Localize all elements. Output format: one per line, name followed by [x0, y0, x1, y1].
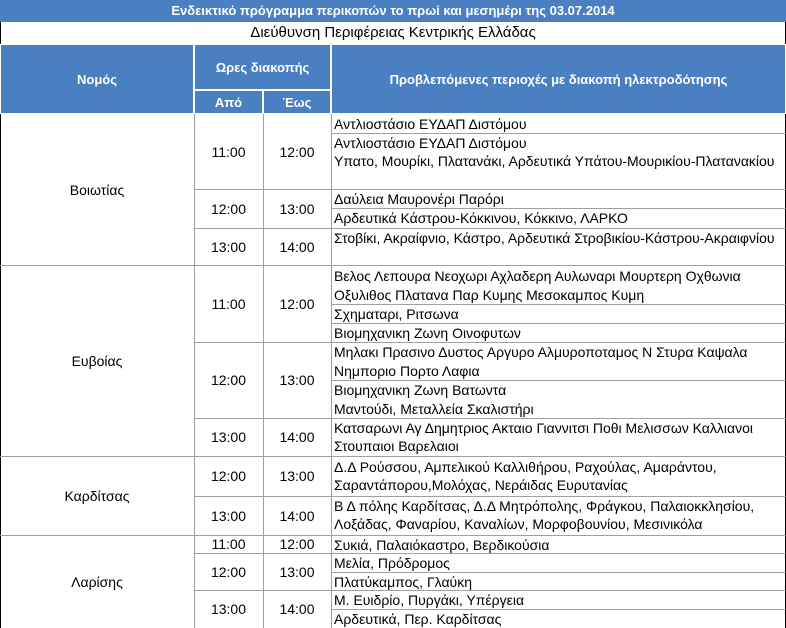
- slot-from: 11:00: [211, 295, 246, 312]
- area-entry: Αρδευτικά Κάστρου-Κόκκινου, Κόκκινο, ΛΑΡΚΟ: [334, 210, 628, 226]
- area-entry: Δαύλεια Μαυρονέρι Παρόρι: [334, 191, 504, 207]
- slot-to: 13:00: [279, 372, 315, 388]
- slot-to: 12:00: [279, 295, 315, 312]
- header-areas: Προβλεπόμενες περιοχές με διακοπή ηλεκτροδότησης: [331, 44, 786, 114]
- table-subtitle: Διεύθυνση Περιφέρειας Κεντρικής Ελλάδας: [0, 22, 786, 44]
- slot-to: 14:00: [279, 507, 315, 524]
- slot-from: 12:00: [210, 468, 247, 484]
- slot-from: 12:00: [210, 200, 247, 217]
- area-entry: Βελος Λεπουρα Νεοχωρι Αχλαδερη Αυλωναρι Μουρτερη Οχθωνια: [334, 268, 741, 284]
- area-entry: Σχηματαρι, Ριτσωνα: [334, 306, 459, 322]
- area-entry: Αντλιοστάσιο ΕΥΔΑΠ Διστόμου: [334, 135, 527, 151]
- slot-to: 13:00: [279, 468, 315, 484]
- table-title: Ενδεικτικό πρόγραμμα περικοπών το πρωί και μεσημέρι της 03.07.2014: [0, 0, 786, 22]
- header-nomos: Νομός: [0, 44, 194, 114]
- header-from: Από: [194, 90, 263, 114]
- area-entry: Συκιά, Παλαιόκαστρο, Βερδικούσια: [334, 537, 550, 553]
- slot-from: 12:00: [210, 372, 247, 388]
- area-entry: Μ. Ευιδρίο, Πυργάκι, Υπέργεια: [334, 592, 525, 608]
- slot-from: 13:00: [210, 601, 247, 617]
- slot-from: 11:00: [211, 143, 246, 160]
- area-entry: Πλατύκαμπος, Γλαύκη: [334, 574, 472, 590]
- area-entry: Μαντούδι, Μεταλλεία Σκαλιστήρι: [334, 401, 534, 417]
- area-entry: Αντλιοστάσιο ΕΥΔΑΠ Διστόμου: [334, 116, 527, 132]
- area-entry: Υπατο, Μουρίκι, Πλατανάκι, Αρδευτικά Υπάτου-Μουρικίου-Πλατανακίου: [334, 153, 775, 169]
- prefecture-larisa: Λαρίσης: [71, 573, 123, 590]
- area-entry: Δ.Δ Ρούσσου, Αμπελικού Καλλιθήρου, Ραχούλας, Αμαράντου, Σαραντάπορου,Μολόχας, Νεράιδας Ευρυτανίας: [334, 459, 717, 493]
- prefecture-karditsa: Καρδίτσας: [64, 487, 130, 504]
- slot-to: 13:00: [279, 200, 315, 217]
- area-entry: Νημποριο Πορτο Λαφια: [334, 363, 480, 379]
- area-entry: Βιομηχανικη Ζωνη Βατωντα: [334, 382, 507, 398]
- slot-from: 12:00: [210, 563, 247, 580]
- slot-from: 11:00: [211, 536, 246, 552]
- area-entry: Β Δ πόλης Καρδίτσας, Δ.Δ Μητρόπολης, Φράγκου, Παλαιοκκλησίου, Λοξάδας, Φαναρίου, Καναλίων, Μορφοβουνίου, Μεσινικόλα: [334, 498, 755, 532]
- area-entry: Μηλακι Πρασινο Δυστος Αργυρο Αλμυροποταμος Ν Στυρα Καψαλα: [334, 344, 748, 360]
- slot-to: 12:00: [279, 143, 315, 160]
- slot-to: 14:00: [279, 601, 315, 617]
- slot-to: 13:00: [279, 563, 315, 580]
- prefecture-evvoia: Ευβοίας: [71, 352, 123, 369]
- area-entry: Αρδευτικά, Περ. Καρδίτσας: [334, 611, 502, 627]
- area-entry: Οξυλιθος Πλατανα Παρ Κυμης Μεσοκαμπος Κυμη: [334, 287, 645, 303]
- area-entry: Κατσαρωνι Αγ Δημητριος Ακταιο Γιαννιτσι Ποθι Μελισσων Καλλιανοι Στουπαιοι Βαρελαιοι: [334, 420, 754, 454]
- slot-from: 13:00: [210, 507, 247, 524]
- slot-to: 12:00: [279, 536, 315, 552]
- area-entry: Βιομηχανικη Ζωνη Οινοφυτων: [334, 325, 521, 341]
- slot-to: 14:00: [279, 238, 315, 255]
- area-entry: Μελία, Πρόδρομος: [334, 555, 450, 571]
- prefecture-voiotia: Βοιωτίας: [69, 181, 125, 198]
- slot-from: 13:00: [210, 238, 247, 255]
- area-entry: Στοβίκι, Ακραίφνιο, Κάστρο, Αρδευτικά Στροβικίου-Κάστρου-Ακραιφνίου: [334, 230, 775, 246]
- slot-from: 13:00: [210, 429, 247, 445]
- header-hours: Ωρες διακοπής: [194, 44, 331, 90]
- slot-to: 14:00: [279, 429, 315, 445]
- header-to: Έως: [263, 90, 331, 114]
